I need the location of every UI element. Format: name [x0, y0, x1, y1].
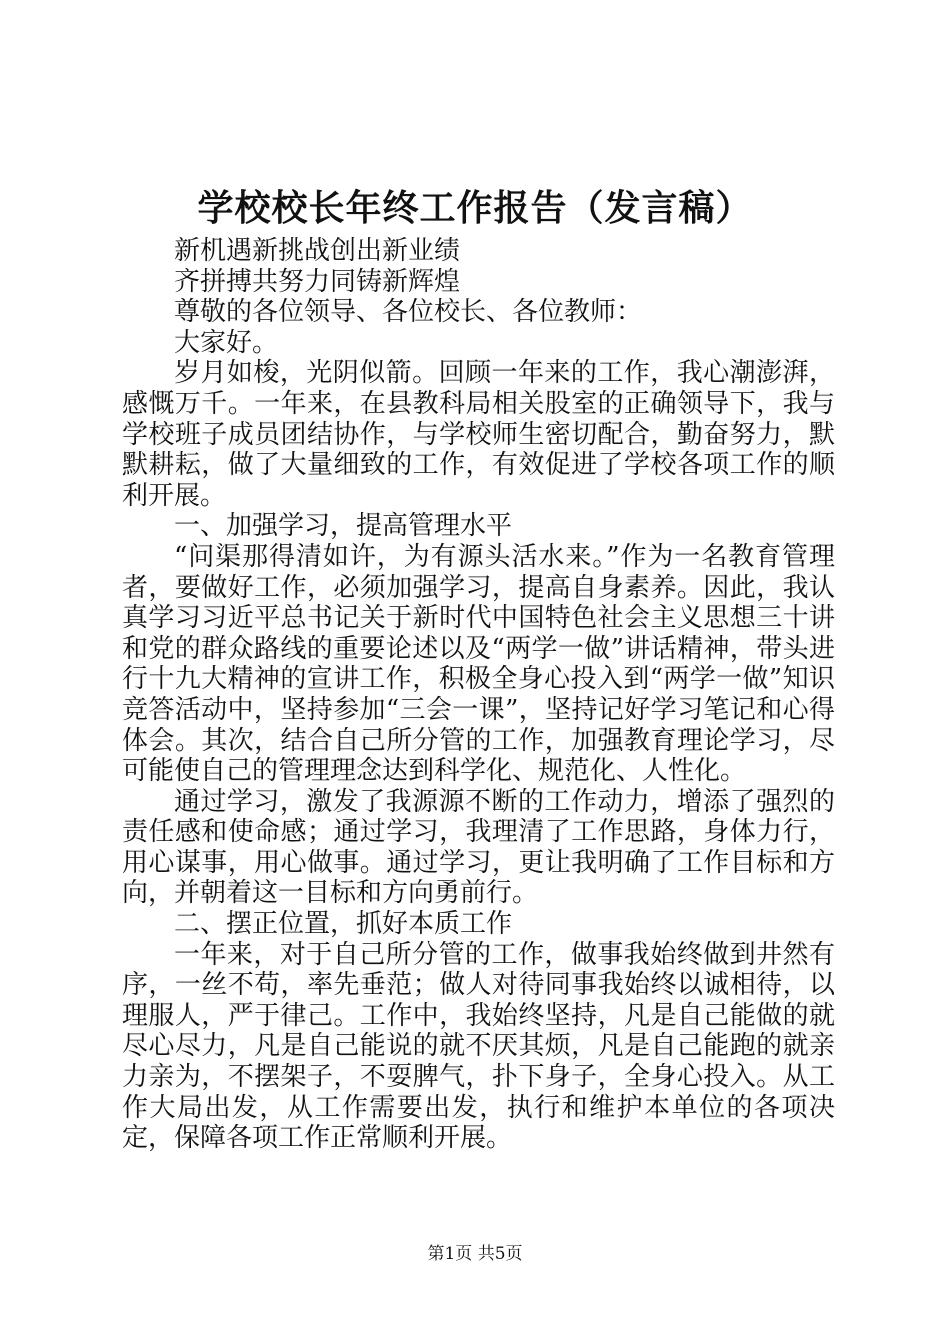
section-heading-2: 二、摆正位置，抓好本质工作 — [174, 909, 513, 940]
section-1-paragraph-1: “问渠那得清如许，为有源头活水来。”作为一名教育管理者，要做好工作，必须加强学习，提高自身素养。因此，我认真学习习近平总书记关于新时代中国特色社会主义思想三十讲和党的群众路线的重要论述以及“两学一做”讲话精神，带头进行十九大精神的宣讲工作，积极全身心投入到“两学一做”知识竞答活动中，坚持参加“三会一课”，坚持记好学习笔记和心得体会。其次，结合自己所分管的工作，加强教育理论学习，尽可能使自己的管理理念达到科学化、规范化、人性化。 — [122, 541, 835, 787]
subtitle-line-2: 齐拼搏共努力同铸新辉煌 — [174, 266, 461, 297]
page-number-footer: 第1页 共5页 — [427, 1244, 523, 1264]
document-body — [122, 236, 835, 1154]
salutation: 尊敬的各位领导、各位校长、各位教师： — [174, 297, 643, 328]
section-1-paragraph-2: 通过学习，激发了我源源不断的工作动力，增添了强烈的责任感和使命感；通过学习，我理清了工作思路，身体力行，用心谋事，用心做事。通过学习，更让我明确了工作目标和方向，并朝着这一目标和方向勇前行。 — [122, 786, 835, 909]
section-2-paragraph-1: 一年来，对于自己所分管的工作，做事我始终做到井然有序，一丝不苟，率先垂范；做人对待同事我始终以诚相待，以理服人，严于律己。工作中，我始终坚持，凡是自己能做的就尽心尽力，凡是自己能说的就不厌其烦，凡是自己能跑的就亲力亲为，不摆架子，不耍脾气，扑下身子，全身心投入。从工作大局出发，从工作需要出发，执行和维护本单位的各项决定，保障各项工作正常顺利开展。 — [122, 939, 835, 1154]
document-title: 学校校长年终工作报告（发言稿） — [197, 187, 753, 229]
section-heading-1: 一、加强学习，提高管理水平 — [174, 511, 513, 542]
greeting: 大家好。 — [174, 327, 279, 358]
subtitle-line-1: 新机遇新挑战创出新业绩 — [174, 236, 461, 266]
intro-paragraph: 岁月如梭，光阴似箭。回顾一年来的工作，我心潮澎湃，感慨万千。一年来，在县教科局相关股室的正确领导下，我与学校班子成员团结协作，与学校师生密切配合，勤奋努力，默默耕耘，做了大量细致的工作，有效促进了学校各项工作的顺利开展。 — [122, 358, 835, 511]
